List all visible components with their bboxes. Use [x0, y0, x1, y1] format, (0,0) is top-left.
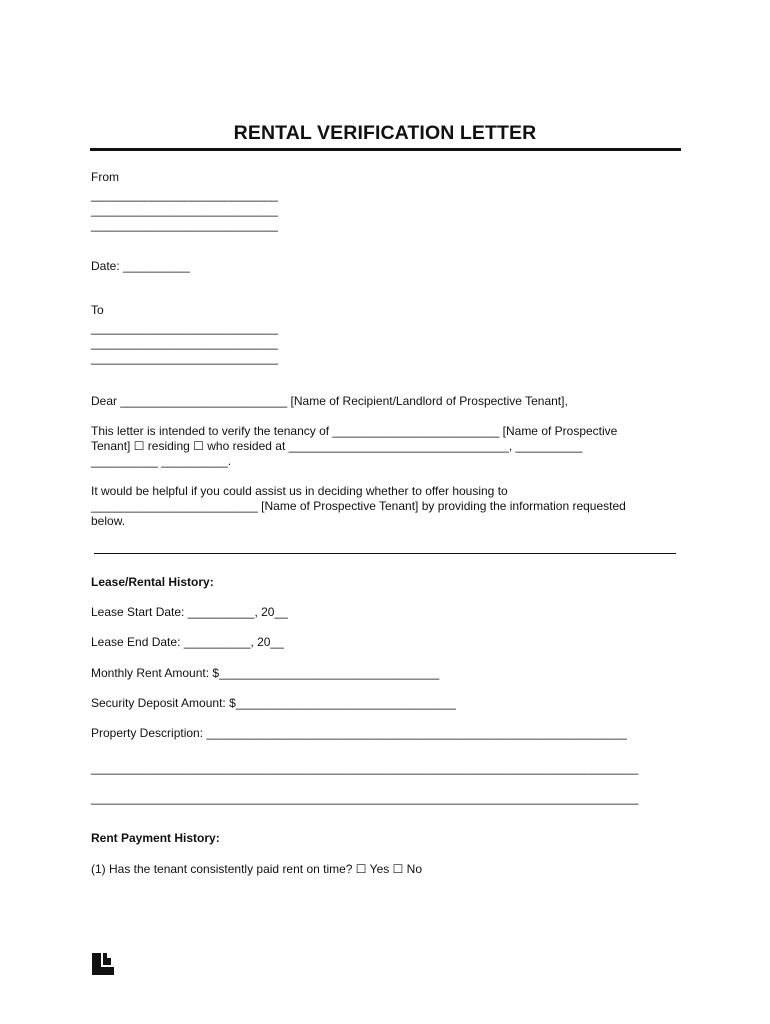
salutation: Dear _________________________ [Name of Recipient/Landlord of Prospective Tenant],	[91, 394, 568, 408]
to-line-3: ____________________________	[91, 351, 278, 365]
helpful-paragraph-line-2: _________________________ [Name of Prospective Tenant] by providing the information requested	[91, 499, 626, 513]
from-line-2: ____________________________	[91, 203, 278, 217]
property-description-line-2: __________________________________________________________________________________	[91, 761, 639, 775]
to-line-2: ____________________________	[91, 336, 278, 350]
security-deposit-amount: Security Deposit Amount: $_________________________________	[91, 696, 456, 710]
to-label: To	[91, 303, 104, 317]
helpful-paragraph-line-1: It would be helpful if you could assist us in deciding whether to offer housing to	[91, 484, 508, 498]
lease-history-heading: Lease/Rental History:	[91, 575, 214, 589]
date-field: Date: __________	[91, 259, 190, 273]
legal-templates-logo-icon	[92, 953, 114, 975]
verify-paragraph-line-2: Tenant] ☐ residing ☐ who resided at _________________________________, __________	[91, 439, 583, 453]
from-line-1: ____________________________	[91, 188, 278, 202]
payment-history-heading: Rent Payment History:	[91, 831, 220, 845]
verify-paragraph-line-1: This letter is intended to verify the tenancy of _________________________ [Name of Prospective	[91, 424, 618, 438]
helpful-paragraph-line-3: below.	[91, 514, 126, 528]
from-label: From	[91, 170, 119, 184]
lease-start-date: Lease Start Date: __________, 20__	[91, 605, 288, 619]
to-line-1: ____________________________	[91, 321, 278, 335]
from-line-3: ____________________________	[91, 218, 278, 232]
property-description: Property Description: _______________________________________________________________	[91, 726, 627, 740]
payment-question-1: (1) Has the tenant consistently paid rent on time? ☐ Yes ☐ No	[91, 862, 423, 876]
title-underline	[90, 148, 681, 151]
property-description-line-3: __________________________________________________________________________________	[91, 791, 639, 805]
lease-end-date: Lease End Date: __________, 20__	[91, 635, 284, 649]
document-title: RENTAL VERIFICATION LETTER	[233, 122, 537, 144]
monthly-rent-amount: Monthly Rent Amount: $_________________________________	[91, 666, 440, 680]
verify-paragraph-line-3: __________ __________.	[91, 454, 232, 468]
section-divider	[94, 553, 676, 554]
